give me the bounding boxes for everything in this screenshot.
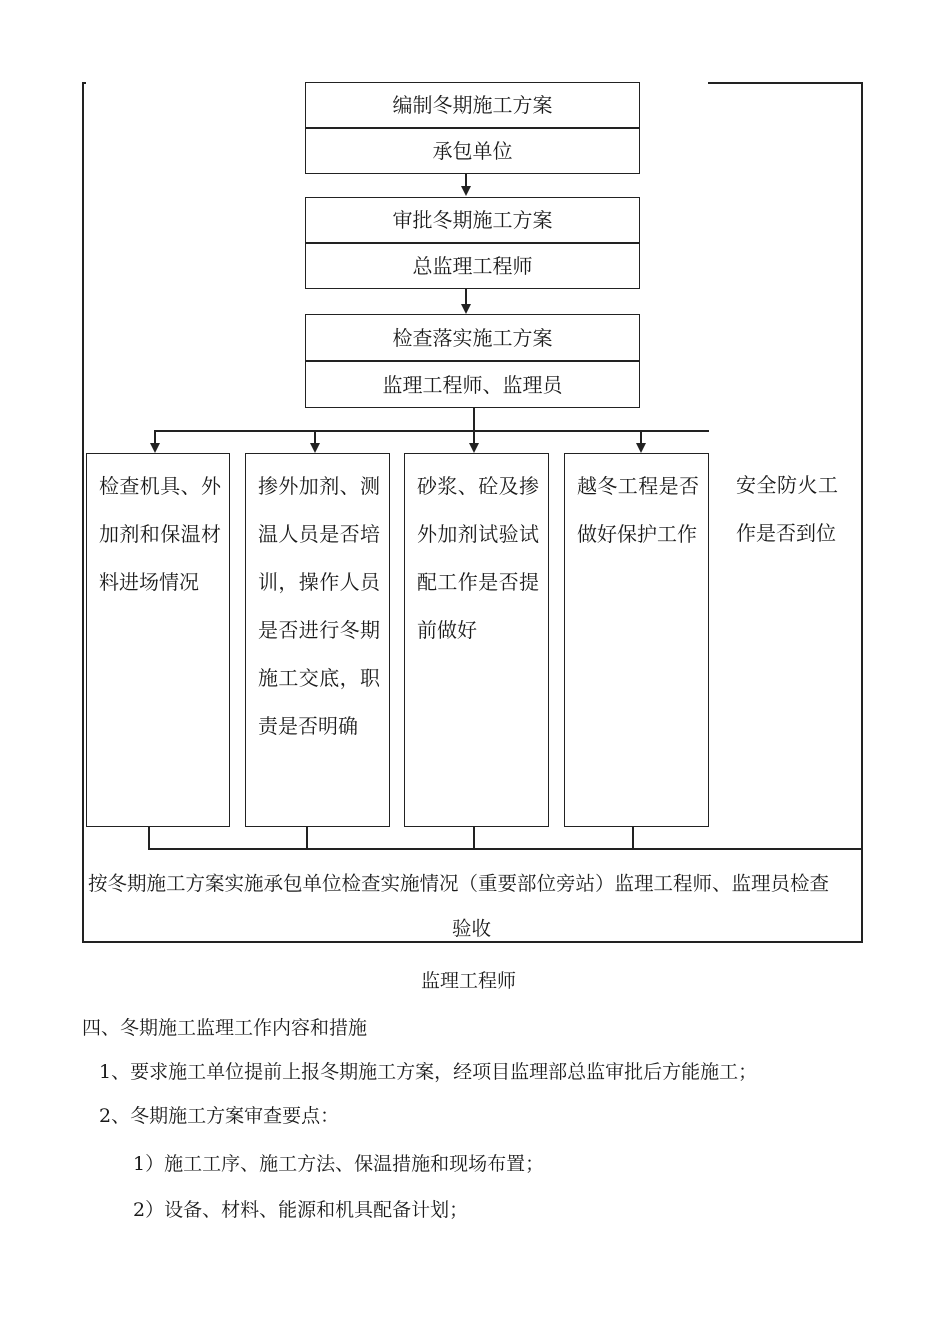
list-item: 1）施工工序、施工方法、保温措施和现场布置； (133, 1153, 545, 1175)
merge-drop-1 (148, 827, 150, 849)
bottom-text-line1: 按冬期施工方案实施承包单位检查实施情况（重要部位旁站）监理工程师、监理员检查 (88, 872, 830, 895)
check-text-5: 安全防火工作是否到位 (736, 473, 838, 545)
list-item: 2、冬期施工方案审查要点： (99, 1105, 340, 1127)
outer-frame-top-right (708, 82, 862, 84)
step3-role: 监理工程师、监理员 (382, 372, 563, 397)
step1-role: 承包单位 (432, 139, 513, 163)
arrow-down-icon (636, 443, 646, 453)
branch-trunk (473, 408, 475, 430)
merge-drop-4 (632, 827, 634, 849)
step1-title: 编制冬期施工方案 (392, 93, 553, 117)
check-text-1: 检查机具、外加剂和保温材料进场情况 (99, 474, 221, 594)
arrow-down-icon (310, 443, 320, 453)
merge-drop-3 (473, 827, 475, 849)
check-text-2: 掺外加剂、测温人员是否培训，操作人员是否进行冬期施工交底，职责是否明确 (258, 474, 380, 738)
outer-frame-tick (82, 82, 86, 84)
step3-box (305, 314, 640, 408)
bottom-text-line2: 验收 (452, 917, 492, 940)
step2-box (305, 197, 640, 289)
merge-horizontal (148, 848, 861, 850)
outer-frame-left (82, 82, 84, 942)
step2-title: 审批冬期施工方案 (392, 208, 553, 232)
check-text-3: 砂浆、砼及掺外加剂试验试配工作是否提前做好 (417, 474, 539, 642)
outer-frame-bottom (82, 941, 863, 943)
section-heading: 四、冬期施工监理工作内容和措施 (82, 1017, 368, 1039)
check-box-4 (564, 453, 709, 827)
branch-horizontal (154, 430, 709, 432)
caption: 监理工程师 (421, 970, 517, 992)
arrow-down-icon (461, 186, 471, 196)
step3-title: 检查落实施工方案 (392, 325, 553, 350)
check-box-3 (404, 453, 549, 827)
merge-drop-2 (306, 827, 308, 849)
arrow-down-icon (469, 443, 479, 453)
outer-frame-right (861, 82, 863, 942)
check-box-2 (245, 453, 390, 827)
arrow-down-icon (461, 304, 471, 314)
list-item: 2）设备、材料、能源和机具配备计划； (133, 1199, 469, 1221)
list-item: 1、要求施工单位提前上报冬期施工方案，经项目监理部总监审批后方能施工； (99, 1061, 758, 1083)
step2-role: 总监理工程师 (412, 254, 533, 278)
step1-box (305, 82, 640, 174)
check-box-1 (86, 453, 230, 827)
arrow-down-icon (150, 443, 160, 453)
check-text-4: 越冬工程是否做好保护工作 (577, 474, 699, 546)
connector-2-3 (465, 289, 467, 305)
